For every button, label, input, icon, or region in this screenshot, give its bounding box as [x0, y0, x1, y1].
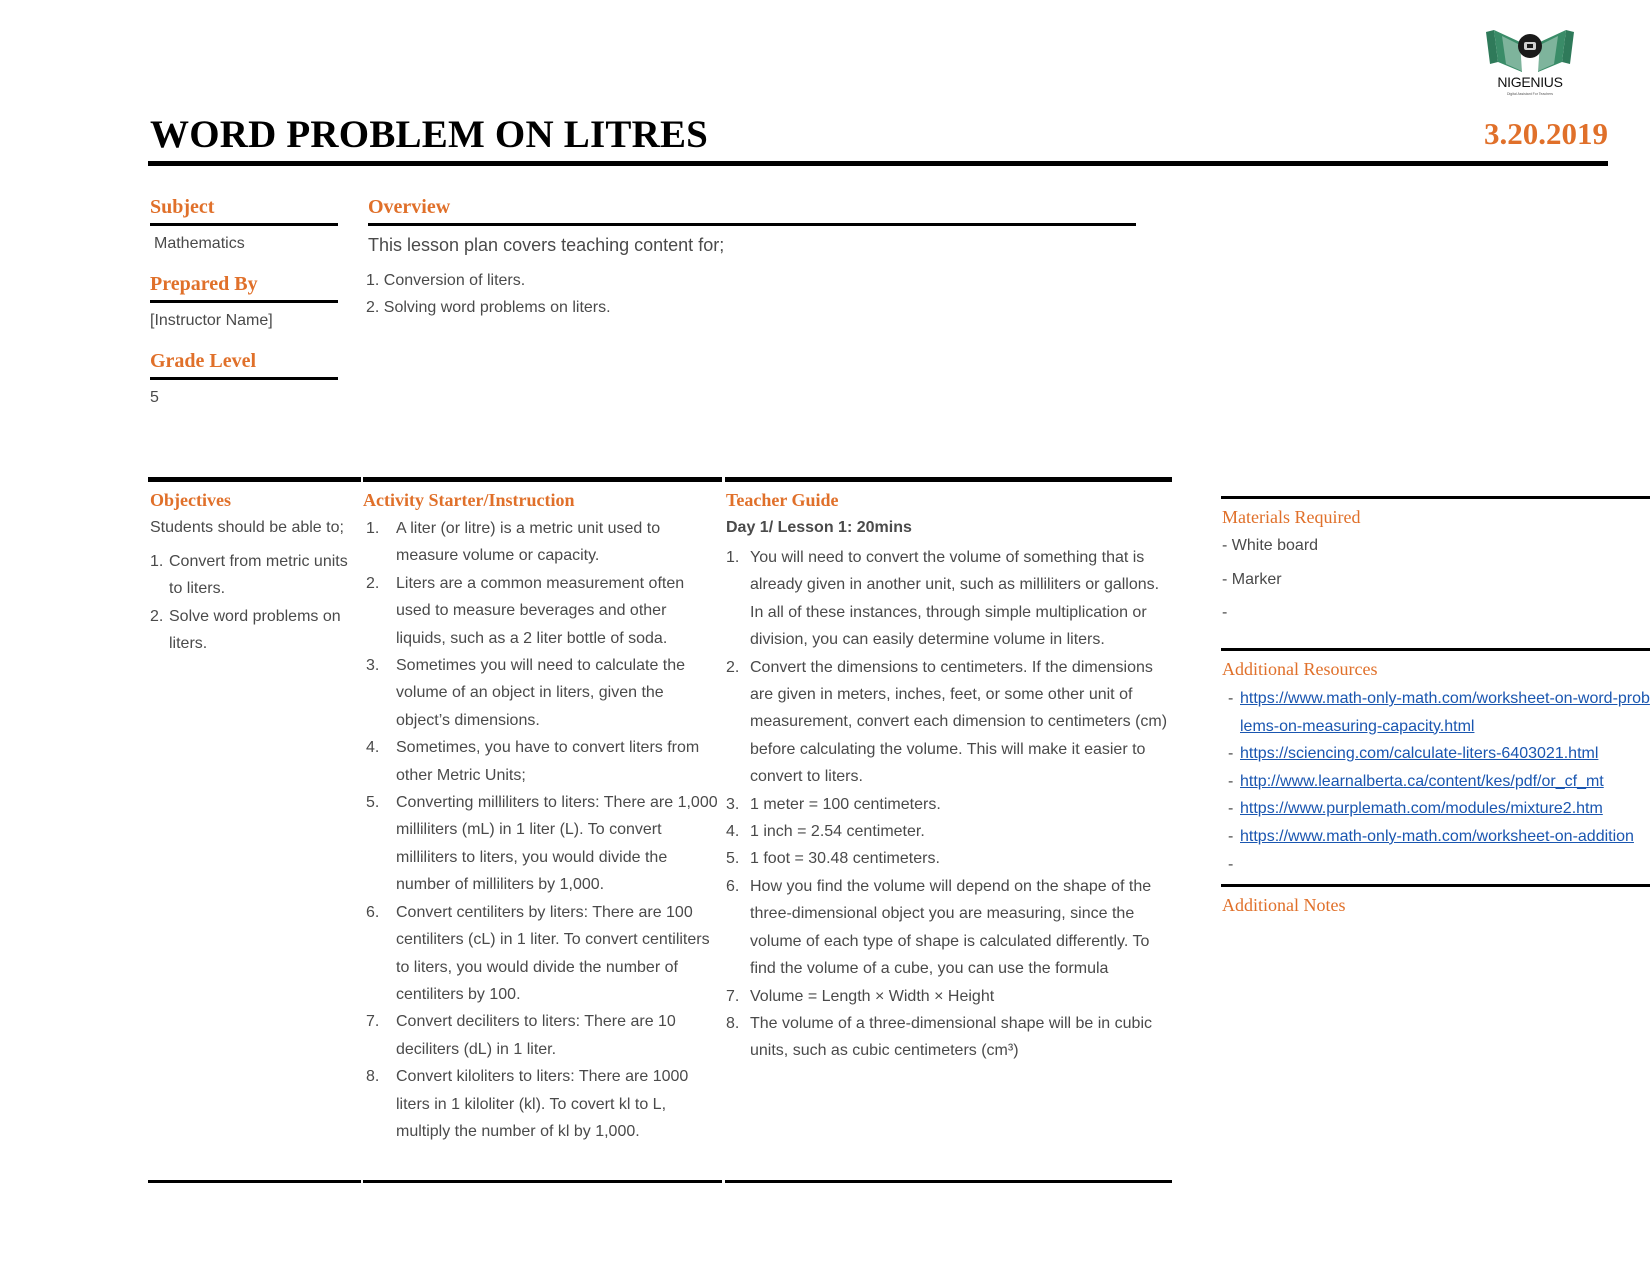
title-divider — [148, 161, 1608, 166]
resource-dash: - — [1228, 690, 1234, 707]
logo-wordmark: NIGENIUS — [1497, 74, 1563, 90]
activity-number: 1. — [366, 520, 380, 537]
resource-item — [1222, 795, 1650, 823]
prepared-by-value: [Instructor Name] — [150, 312, 273, 329]
activity-list — [366, 515, 719, 1145]
activity-text: Liters are a common measurement often used to measure beverages and other liquids, such as a 2 liter bottle of soda. — [396, 574, 685, 647]
activity-label: Activity Starter/Instruction — [363, 490, 575, 510]
guide-text: 1 inch = 2.54 centimeter. — [750, 823, 925, 841]
material-item: - White board — [1222, 537, 1319, 554]
guide-text: Convert the dimensions to centimeters. If the dimensions are given in meters, inches, feet, or some other unit of measurement, convert each dimension to centimeters (cm) before calculating the volume. This will make it easier to convert to liters. — [750, 658, 1168, 786]
activity-item — [366, 1063, 719, 1145]
activity-number: 6. — [366, 903, 380, 921]
teacher-guide-list — [726, 544, 1172, 1065]
activity-item — [366, 515, 719, 570]
resource-item — [1222, 768, 1650, 796]
guide-top-rule — [725, 477, 1172, 482]
guide-text: The volume of a three-dimensional shape will be in cubic units, such as cubic centimeters (cm³) — [750, 1014, 1152, 1060]
activity-text: Sometimes, you have to convert liters from other Metric Units; — [396, 739, 700, 784]
guide-item — [726, 845, 1172, 872]
objectives-intro: Students should be able to; — [150, 519, 344, 536]
guide-item — [726, 791, 1172, 818]
teacher-guide-subtitle: Day 1/ Lesson 1: 20mins — [726, 519, 912, 536]
guide-text: 1 meter = 100 centimeters. — [750, 795, 941, 813]
resource-dash: - — [1228, 855, 1234, 873]
guide-number: 1. — [726, 549, 740, 566]
resources-top-rule — [1221, 648, 1650, 651]
overview-divider — [368, 223, 1136, 226]
materials-top-rule — [1221, 496, 1650, 499]
resource-link[interactable]: https://www.math-only-math.com/worksheet-on-word-problems-on-measuring-capacity.html — [1240, 690, 1650, 735]
overview-label: Overview — [368, 196, 451, 218]
resources-list — [1222, 685, 1650, 873]
resource-dash: - — [1228, 745, 1234, 763]
objectives-list — [150, 548, 360, 658]
activity-item — [366, 1008, 719, 1063]
activity-number: 7. — [366, 1013, 380, 1031]
guide-bottom-rule — [725, 1180, 1172, 1183]
notes-top-rule — [1221, 884, 1650, 887]
materials-label: Materials Required — [1222, 507, 1361, 527]
activity-item — [366, 789, 719, 899]
resource-item — [1222, 685, 1650, 740]
notes-label: Additional Notes — [1222, 895, 1346, 915]
guide-number: 6. — [726, 877, 740, 895]
activity-text: Convert kiloliters to liters: There are 1000 liters in 1 kiloliter (kl). To covert kl to L, multiply the number of kl by 1,000. — [396, 1068, 689, 1140]
activity-item — [366, 570, 719, 652]
activity-text: Sometimes you will need to calculate the volume of an object in liters, given the object’s dimensions. — [396, 657, 686, 729]
objective-number: 1. — [150, 553, 164, 570]
activity-text: Convert centiliters by liters: There are 100 centiliters (cL) in 1 liter. To convert centiliters to liters, you would divide the number of centiliters by 100. — [396, 903, 710, 1003]
guide-text: Volume = Length × Width × Height — [750, 987, 995, 1005]
guide-text: You will need to convert the volume of something that is already given in another unit, such as milliliters or gallons. In all of these instances, through simple multiplication or division, you can easily determine volume in liters. — [750, 549, 1160, 649]
objective-text: Convert from metric units to liters. — [169, 553, 348, 598]
activity-item — [366, 652, 719, 734]
prepared-by-label: Prepared By — [150, 273, 258, 295]
guide-number: 7. — [726, 987, 740, 1005]
prepared-by-divider — [150, 300, 338, 303]
activity-text: Convert deciliters to liters: There are 10 deciliters (dL) in 1 liter. — [396, 1013, 676, 1058]
grade-level-divider — [150, 377, 338, 380]
subject-value: Mathematics — [154, 235, 245, 252]
logo-tagline: Digital Assistant For Teachers — [1506, 92, 1554, 96]
resource-link[interactable]: http://www.learnalberta.ca/content/kes/pdf/or_cf_mt — [1240, 772, 1604, 790]
objective-text: Solve word problems on liters. — [169, 607, 341, 653]
guide-number: 3. — [726, 795, 740, 813]
activity-number: 2. — [366, 574, 380, 592]
guide-number: 8. — [726, 1014, 740, 1032]
grade-level-value: 5 — [150, 389, 159, 406]
guide-item — [726, 983, 1172, 1010]
resource-link[interactable]: https://sciencing.com/calculate-liters-6403021.html — [1240, 745, 1599, 763]
resource-dash: - — [1228, 800, 1234, 818]
resource-link[interactable]: https://www.purplemath.com/modules/mixture2.htm — [1240, 800, 1603, 818]
activity-top-rule — [363, 477, 722, 482]
guide-text: How you find the volume will depend on the shape of the three-dimensional object you are measuring, since the volume of each type of shape is calculated differently. To find the volume of a cube, you can use the formula — [750, 877, 1152, 978]
objective-item — [150, 548, 360, 603]
activity-bottom-rule — [363, 1180, 722, 1183]
resource-dash: - — [1228, 827, 1234, 845]
objectives-label: Objectives — [150, 490, 231, 510]
guide-item — [726, 654, 1172, 791]
resource-dash: - — [1228, 772, 1234, 790]
subject-label: Subject — [150, 196, 215, 218]
resources-label: Additional Resources — [1222, 659, 1378, 679]
resource-item — [1222, 740, 1650, 768]
material-item: - Marker — [1222, 571, 1282, 588]
activity-text: A liter (or litre) is a metric unit used to measure volume or capacity. — [396, 520, 661, 565]
guide-item — [726, 544, 1172, 654]
subject-divider — [150, 223, 338, 226]
guide-number: 2. — [726, 658, 740, 676]
guide-number: 4. — [726, 823, 740, 841]
book-logo-icon — [1480, 22, 1580, 102]
activity-number: 3. — [366, 657, 380, 675]
objective-item — [150, 603, 360, 658]
resource-item — [1222, 823, 1650, 851]
overview-item: 1. Conversion of liters. — [366, 272, 526, 289]
page-title: WORD PROBLEM ON LITRES — [150, 113, 709, 156]
objective-number: 2. — [150, 607, 164, 625]
activity-text: Converting milliliters to liters: There are 1,000 milliliters (mL) in 1 liter (L). To convert milliliters to liters, you would divide the number of milliliters by 1,000. — [396, 794, 718, 894]
material-item: - — [1222, 604, 1228, 621]
objectives-bottom-rule — [148, 1180, 361, 1183]
teacher-guide-label: Teacher Guide — [726, 490, 839, 510]
guide-item — [726, 1010, 1172, 1065]
resource-link[interactable]: https://www.math-only-math.com/worksheet-on-addition — [1240, 827, 1634, 845]
overview-item: 2. Solving word problems on liters. — [366, 299, 611, 316]
guide-text: 1 foot = 30.48 centimeters. — [750, 850, 940, 868]
lesson-date: 3.20.2019 — [1484, 116, 1608, 151]
activity-item — [366, 734, 719, 789]
activity-number: 8. — [366, 1068, 380, 1086]
guide-number: 5. — [726, 850, 740, 868]
objectives-top-rule — [148, 477, 361, 482]
overview-intro: This lesson plan covers teaching content for; — [368, 235, 725, 255]
activity-item — [366, 899, 719, 1009]
guide-item — [726, 873, 1172, 983]
guide-item — [726, 818, 1172, 845]
grade-level-label: Grade Level — [150, 350, 257, 372]
activity-number: 5. — [366, 794, 380, 812]
activity-number: 4. — [366, 739, 380, 757]
nigenius-logo — [1480, 22, 1580, 102]
